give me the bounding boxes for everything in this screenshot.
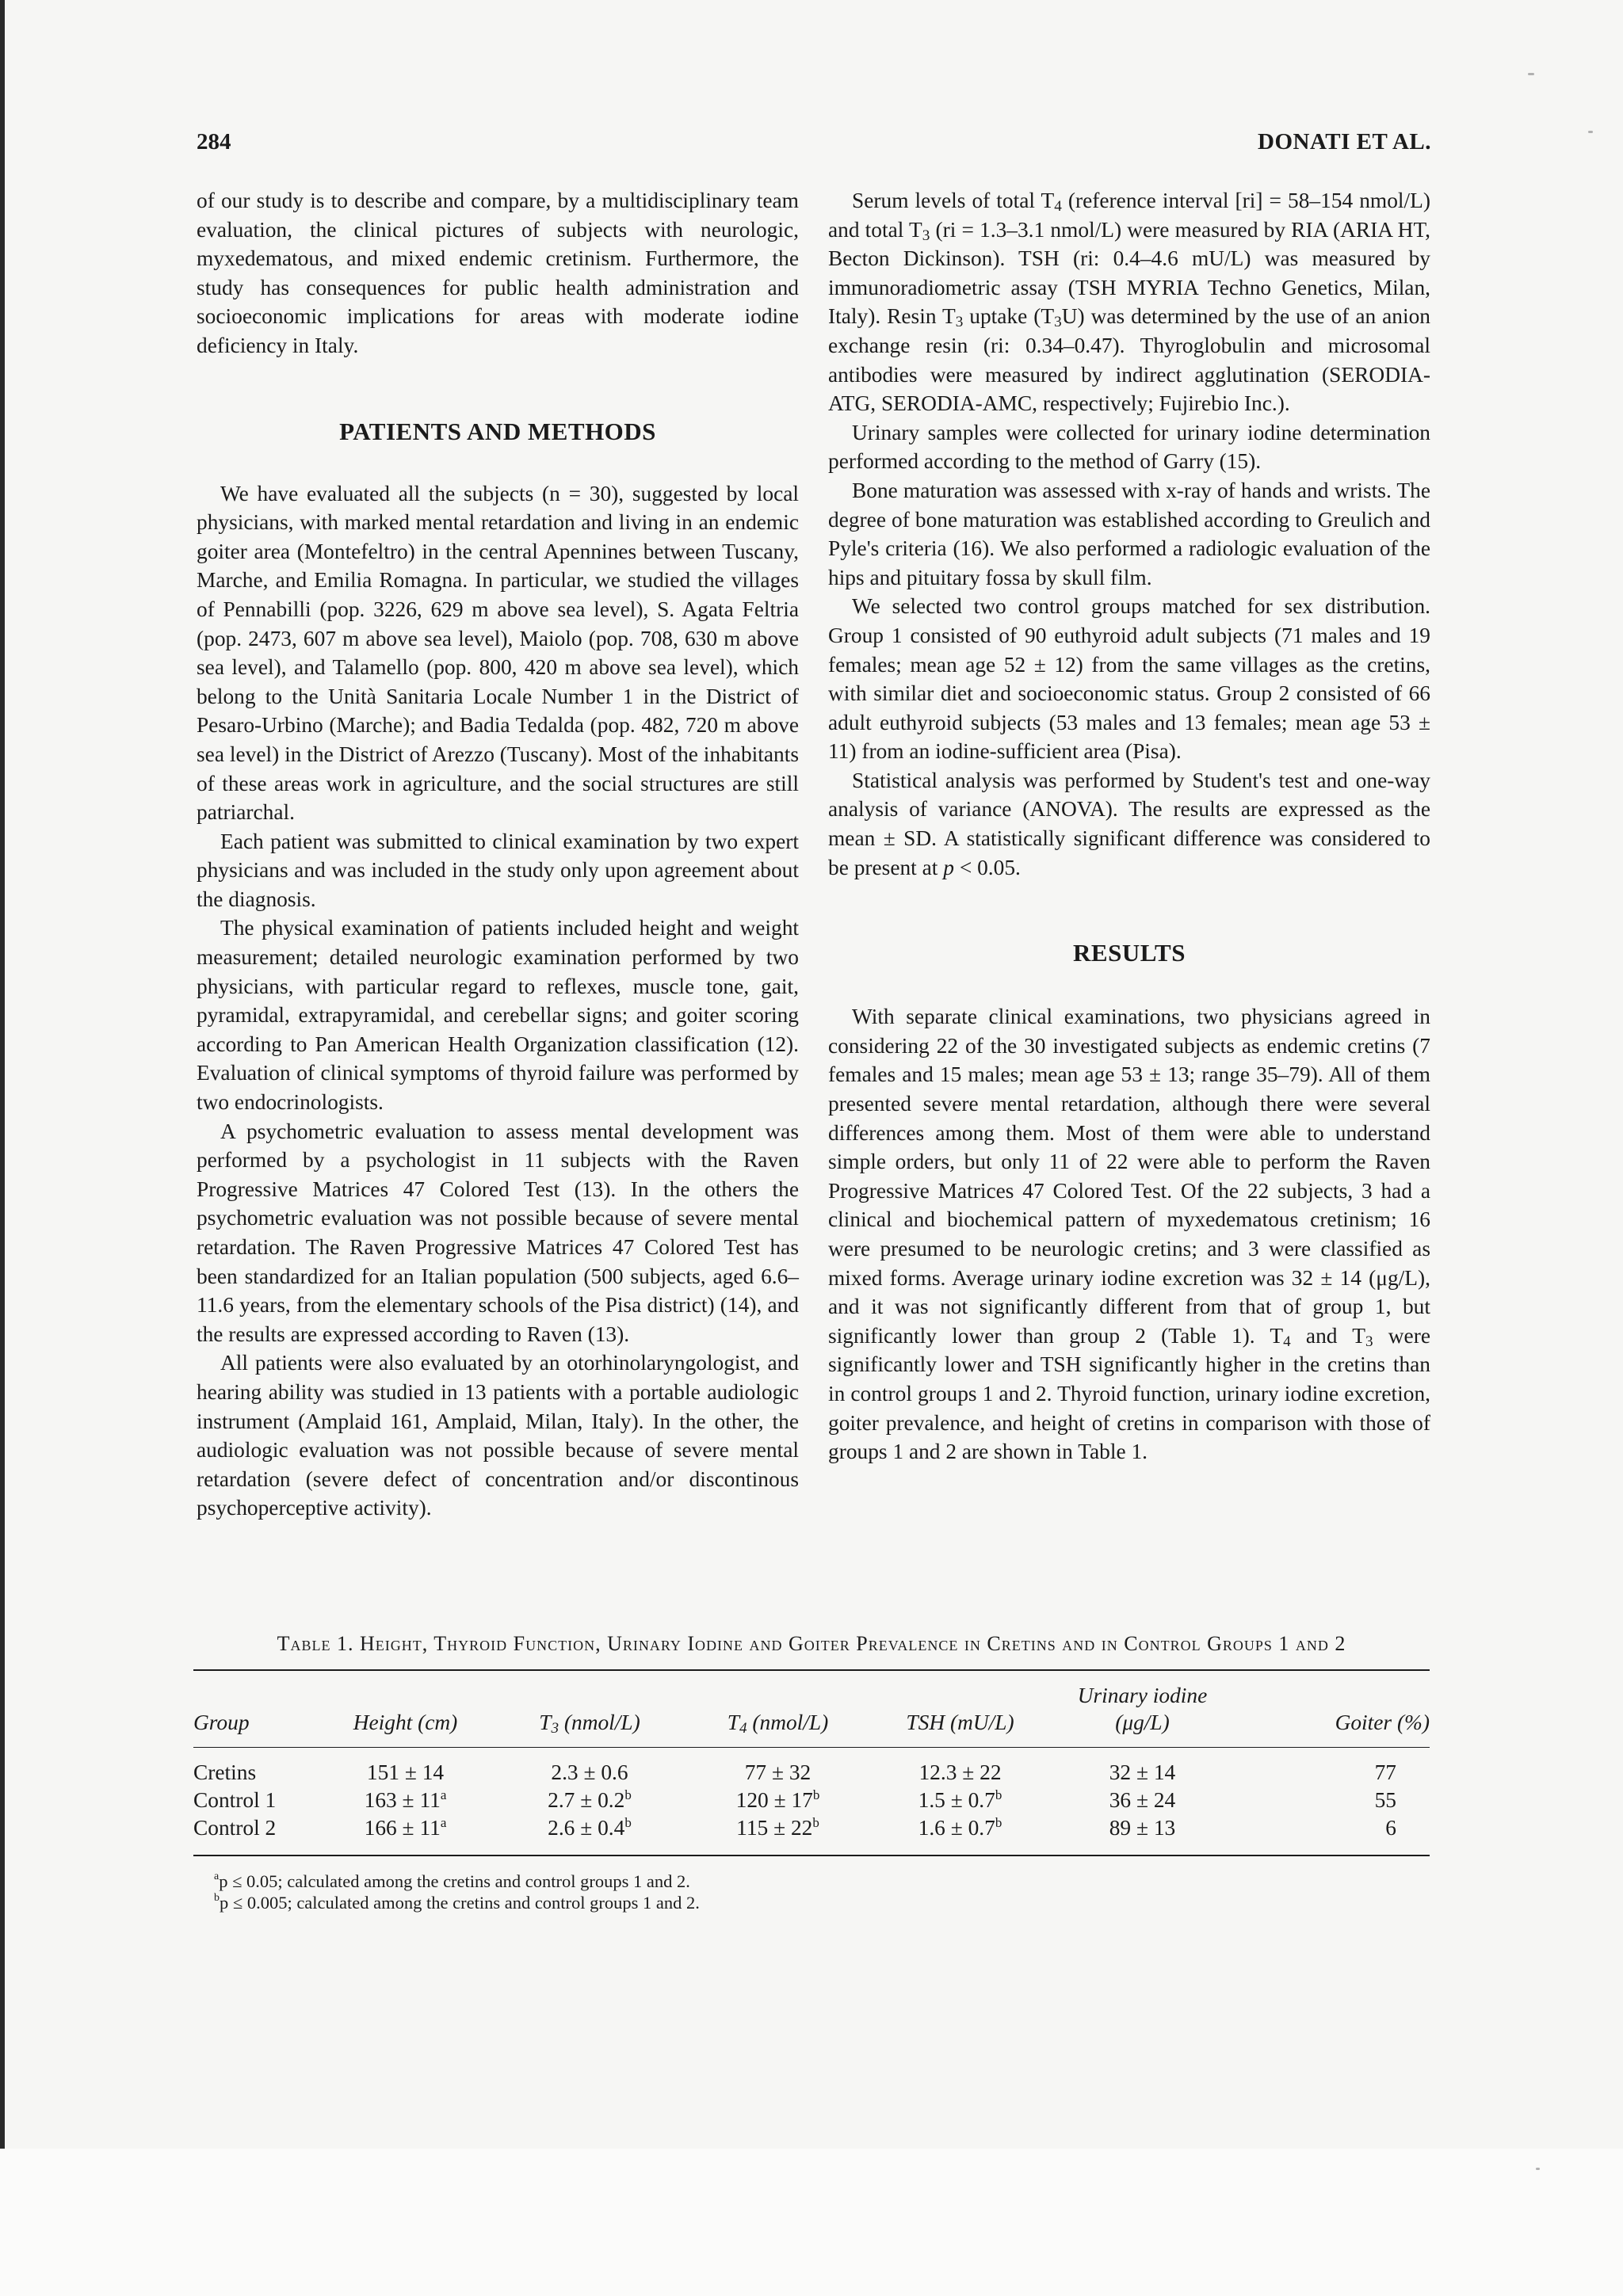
methods-paragraph-3: The physical examination of patients included height and weight measurement; detailed neurologic examination performed by two physicians, with particular regard to reflexes, muscle tone, gait, pyramidal, extrapyramidal, and cerebellar signs; and goiter scoring according to Pan American Health Organization classification (12). Evaluation of clinical symptoms of thyroid failure was performed by two endocrinologists.: [197, 916, 799, 1115]
table-row: Control 1 $163 \pm 11^a$ 2.7 ± 0.2$^b$ $120 \pm 17^b$ 1.5 ± 0.7$^b$ 36 ± 24 55: [193, 1787, 1396, 1812]
methods-paragraph-4: A psychometric evaluation to assess mental development was performed by a psychologist in 11 subjects with the Raven Progressive Matrices 47 Colored Test (13). In the others the psychometric evaluation was not possible because of severe mental retardation. The Raven Progressive Matrices 47 Colored Test has been standardized for an Italian population (500 subjects, aged 6.6–11.6 years, from the elementary schools of the Pisa district) (14), and the results are expressed according to Raven (13).: [197, 1119, 799, 1346]
page-number: 284: [197, 129, 231, 154]
header-t4: $T_4$ (nmol/L): [727, 1711, 829, 1737]
methods-paragraph-2: Each patient was submitted to clinical examination by two expert physicians and was included in the study only upon agreement about the diagnosis.: [197, 829, 799, 911]
left-column: [197, 186, 799, 1523]
methods-heading: PATIENTS AND METHODS: [339, 417, 656, 445]
scan-speck: [1536, 2168, 1540, 2170]
urinary-paragraph: Urinary samples were collected for urinary iodine determination performed according to the method of Garry (15).: [828, 420, 1430, 474]
bone-paragraph: Bone maturation was assessed with x-ray of hands and wrists. The degree of bone maturation was established according to Greulich and Pyle's criteria (16). We also performed a radiologic evaluation of the hips and pituitary fossa by skull film.: [828, 478, 1430, 589]
table-1: [193, 1630, 1430, 1913]
table-row: Control 2 $166 \pm 11^a$ 2.6 ± 0.4$^b$ $115 \pm 22^b$ 1.6 ± 0.7$^b$ 89 ± 13 6: [193, 1815, 1396, 1840]
footnote-b: $^b$p ≤ 0.005; calculated among the cretins and control groups 1 and 2.: [214, 1892, 700, 1913]
header-height: Height (cm): [353, 1711, 458, 1734]
assay-paragraph: Serum levels of total $T_4$ (reference interval [ri] = 58–154 nmol/L) and total $T_3$ (ri = 1.3–3.1 nmol/L) were measured by RIA (ARIA HT, Becton Dickinson). TSH (ri: 0.4–4.6 mU/L) was measured by immunoradiometric assay (TSH MYRIA Techno Genetics, Milan, Italy). Resin $T_3$ uptake $(T_3U)$ was determined by the use of an anion exchange resin (ri: 0.34–0.47). Thyroglobulin and microsomal antibodies were measured by indirect agglutination (SERODIA-ATG, SERODIA-AMC, respectively; Fujirebio Inc.).: [828, 189, 1430, 416]
intro-paragraph: of our study is to describe and compare, by a multidisciplinary team evaluation, the clinical pictures of subjects with neurologic, myxedematous, and mixed endemic cretinism. Furthermore, the study has consequences for public health administration and socioeconomic implications for areas with moderate iodine deficiency in Italy.: [197, 189, 799, 357]
results-paragraph: With separate clinical examinations, two physicians agreed in considering 22 of the 30 investigated subjects as endemic cretins (7 females and 15 males; mean age 53 ± 13; range 35–79). All of them presented severe mental retardation, although there were several differences among them. Most of them were able to understand simple orders, but only 11 of 22 were able to perform the Raven Progressive Matrices 47 Colored Test. Of the 22 subjects, 3 had a clinical and biochemical pattern of myxedematous cretinism; 16 were presumed to be neurologic cretins; and 3 were classified as mixed forms. Average urinary iodine excretion was 32 ± 14 (μg/L), and it was not significantly different from that of group 1, but significantly lower than group 2 (Table 1). $T_4$ and $T_3$ were significantly lower and TSH significantly higher in the cretins than in control groups 1 and 2. Thyroid function, urinary iodine excretion, goiter prevalence, and height of cretins in comparison with those of groups 1 and 2 are shown in Table 1.: [828, 1005, 1430, 1464]
scan-speck: [1588, 131, 1593, 133]
footnote-a: $^a$p ≤ 0.05; calculated among the cretins and control groups 1 and 2.: [214, 1871, 690, 1891]
statistics-paragraph: Statistical analysis was performed by Student's test and one-way analysis of variance (ANOVA). The results are expressed as the mean ± SD. A statistically significant difference was considered to be present at p < 0.05.: [828, 768, 1430, 879]
table-footnotes: [193, 1871, 1430, 1913]
results-heading: RESULTS: [1073, 939, 1186, 967]
methods-paragraph-1: We have evaluated all the subjects (n = 30), suggested by local physicians, with marked mental retardation and living in an endemic goiter area (Montefeltro) in the central Apennines between Tuscany, Marche, and Emilia Romagna. In particular, we studied the villages of Pennabilli (pop. 3226, 629 m above sea level), S. Agata Feltria (pop. 2473, 607 m above sea level), Maiolo (pop. 708, 630 m above sea level), and Talamello (pop. 800, 420 m above sea level), which belong to the Unità Sanitaria Locale Number 1 in the District of Pesaro-Urbino (Marche); and Badia Tedalda (pop. 482, 720 m above sea level) in the District of Arezzo (Tuscany). Most of the inhabitants of these areas work in agriculture, and the social structures are still patriarchal.: [197, 481, 799, 825]
table-caption: Table 1. Height, Thyroid Function, Urinary Iodine and Goiter Prevalence in Cretins and in Control Groups 1 and 2: [277, 1632, 1346, 1655]
header-t3: $T_3$ (nmol/L): [539, 1711, 640, 1737]
header-urinary-iodine: Urinary iodine (μg/L): [1077, 1684, 1208, 1734]
running-author: DONATI ET AL.: [1258, 129, 1431, 154]
header-tsh: TSH (mU/L): [906, 1711, 1014, 1734]
table-header-row: [193, 1670, 1430, 1748]
results-table: [193, 1669, 1430, 1856]
header-goiter: Goiter (%): [1335, 1711, 1430, 1734]
methods-paragraph-5: All patients were also evaluated by an otorhinolaryngologist, and hearing ability was studied in 13 patients with a portable audiologic instrument (Amplaid 161, Amplaid, Milan, Italy). In the other, the audiologic evaluation was not possible because of severe mental retardation (severe defect of concentration and/or discontinous psychoperceptive activity).: [197, 1351, 799, 1520]
controls-paragraph: We selected two control groups matched for sex distribution. Group 1 consisted of 90 euthyroid adult subjects (71 males and 19 females; mean age 52 ± 12) from the same villages as the cretins, with similar diet and socioeconomic status. Group 2 consisted of 66 adult euthyroid subjects (53 males and 13 females; mean age 53 ± 11) from an iodine-sufficient area (Pisa).: [828, 594, 1430, 764]
table-row: Cretins 151 ± 14 2.3 ± 0.6 77 ± 32 12.3 ± 22 32 ± 14 77: [193, 1760, 1396, 1784]
scan-speck: [1528, 73, 1534, 75]
header-group: Group: [193, 1711, 250, 1734]
right-column: [828, 186, 1430, 1466]
